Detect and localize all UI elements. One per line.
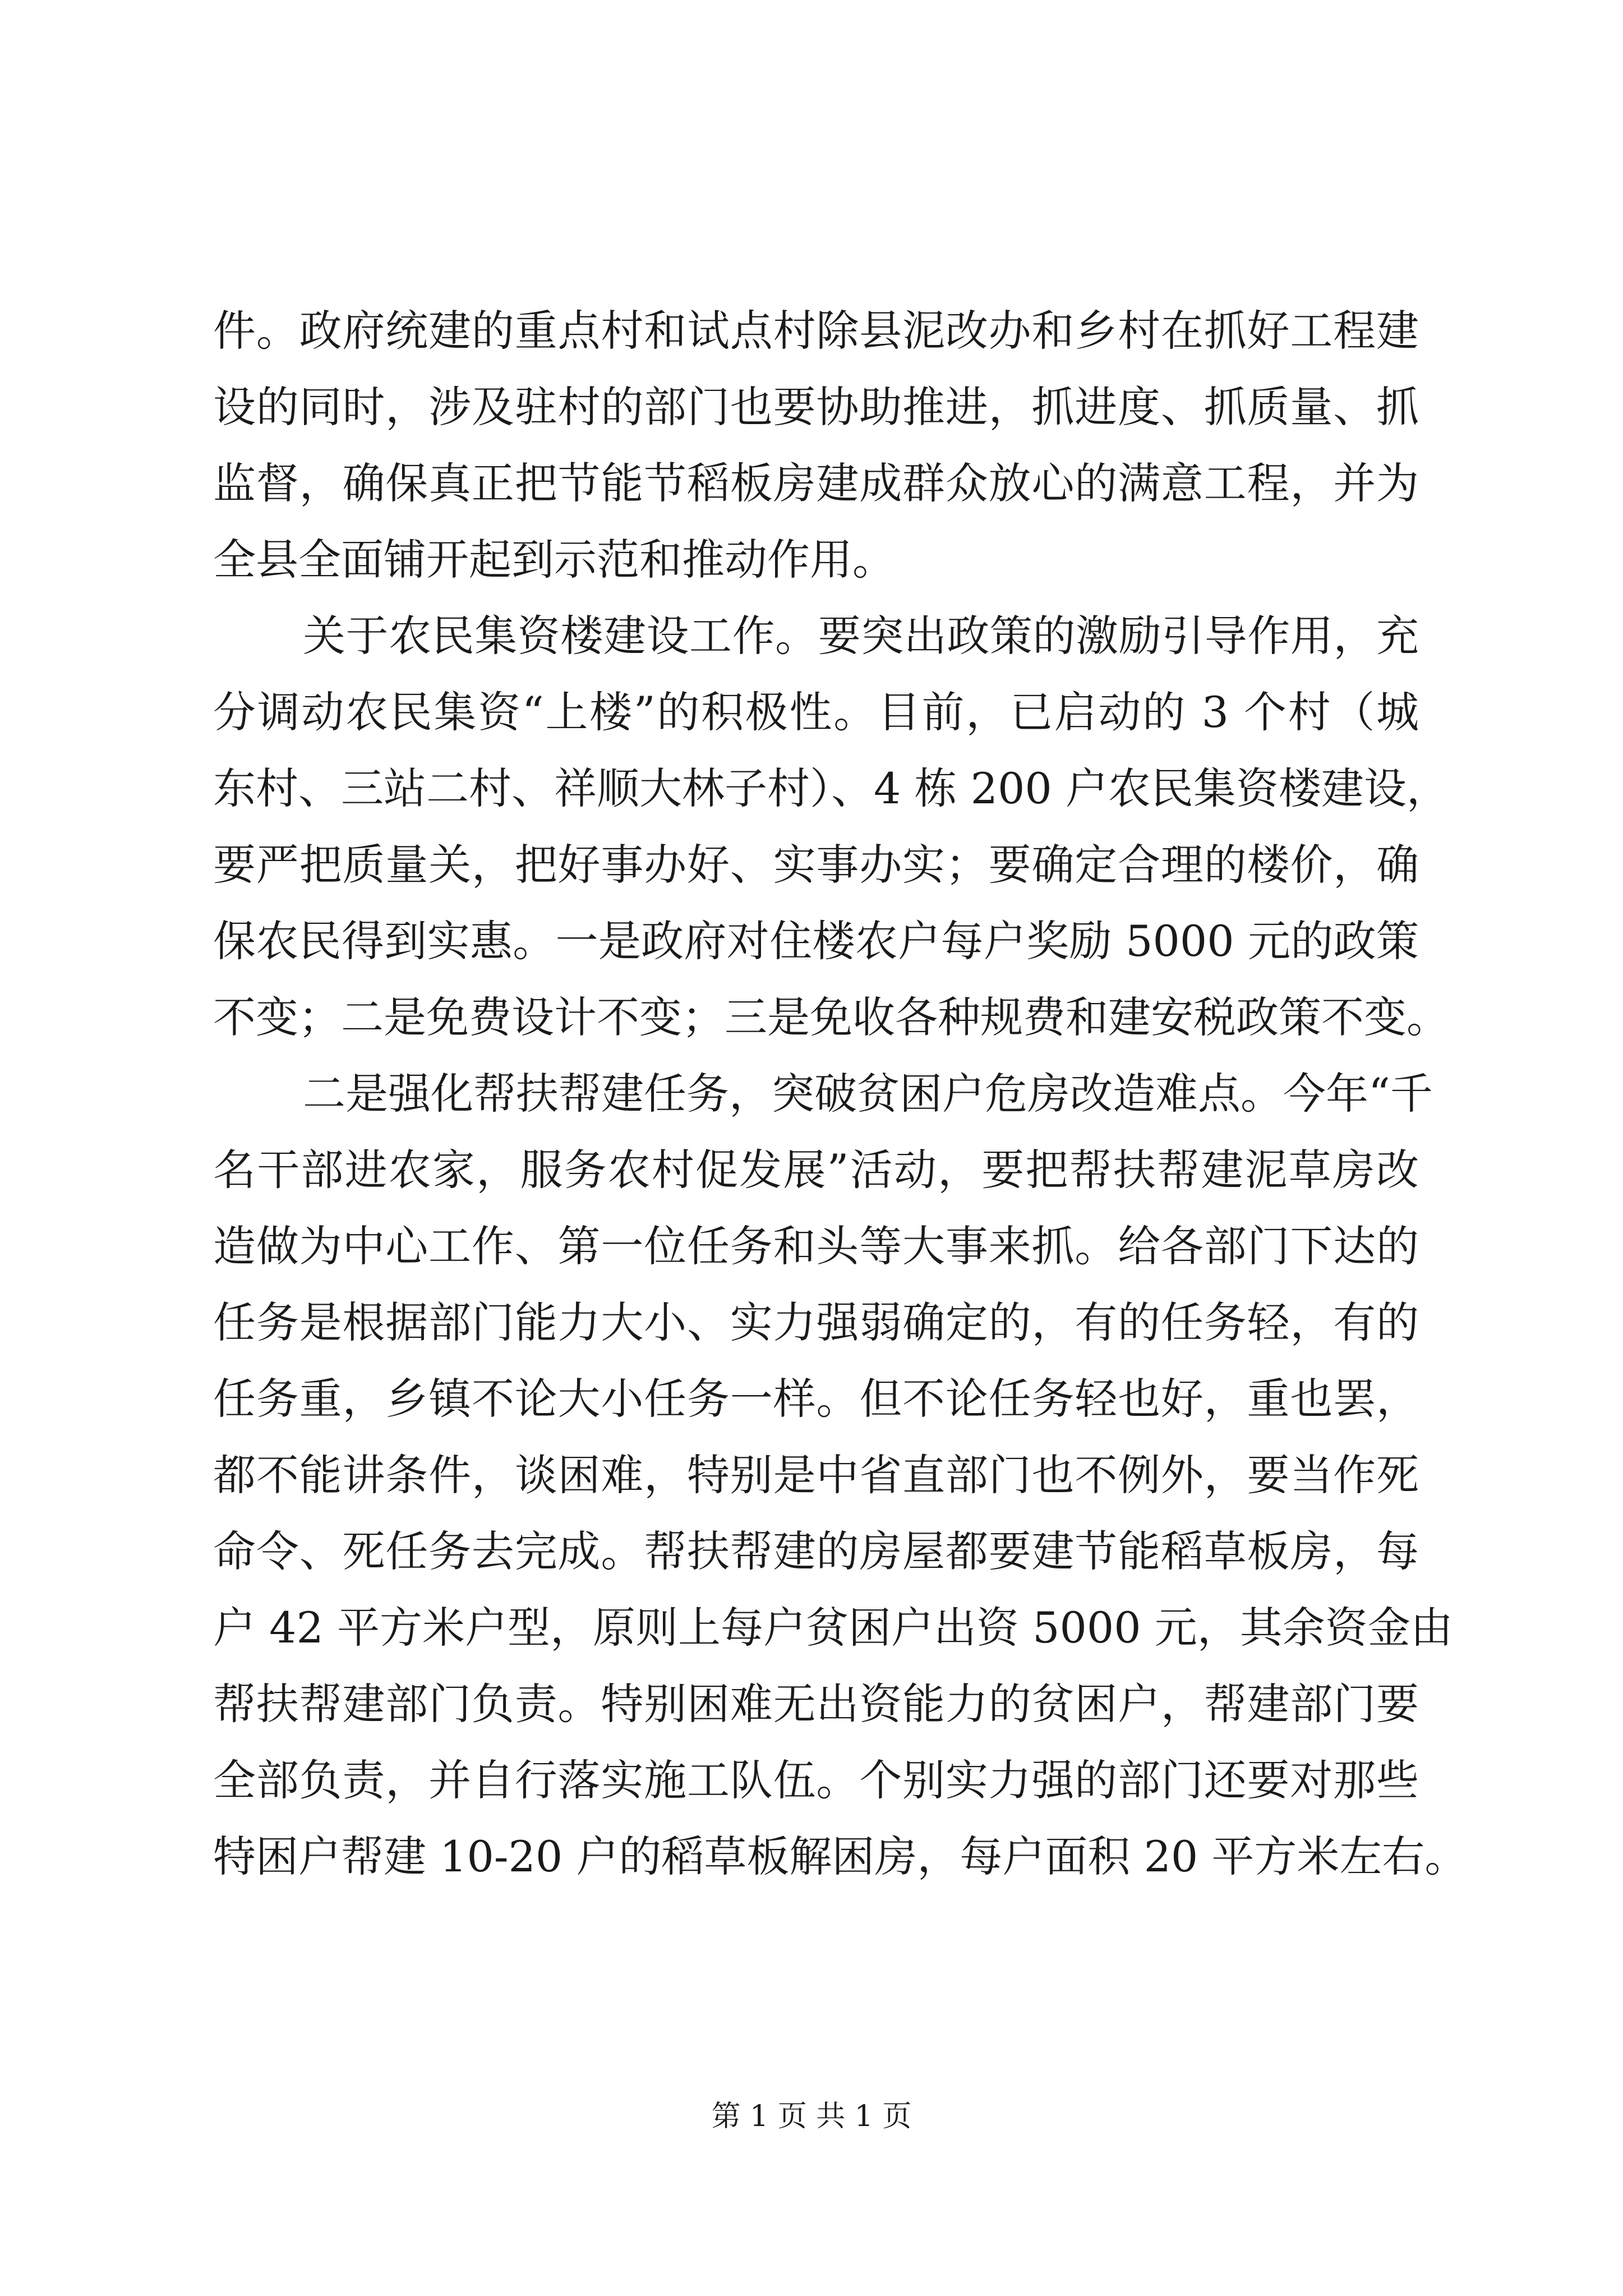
paragraph-3-line-1: 二是强化帮扶帮建任务，突破贫困户危房改造难点。今年“千 [303, 1069, 1433, 1119]
paragraph-3-line-9: 帮扶帮建部门负责。特别困难无出资能力的贫困户，帮建部门要 [213, 1679, 1419, 1729]
paragraph-3-line-6: 都不能讲条件，谈困难，特别是中省直部门也不例外，要当作死 [213, 1450, 1419, 1500]
paragraph-3-line-11: 特困户帮建 10-20 户的稻草板解困房，每户面积 20 平方米左右。 [213, 1832, 1468, 1881]
paragraph-1-line-2: 设的同时，涉及驻村的部门也要协助推进，抓进度、抓质量、抓 [213, 382, 1419, 432]
paragraph-3-line-2: 名干部进农家，服务农村促发展”活动，要把帮扶帮建泥草房改 [213, 1145, 1419, 1195]
paragraph-2-line-4: 要严把质量关，把好事办好、实事办实；要确定合理的楼价，确 [213, 840, 1419, 890]
paragraph-2-line-5: 保农民得到实惠。一是政府对住楼农户每户奖励 5000 元的政策 [213, 916, 1419, 966]
paragraph-2-line-2: 分调动农民集资“上楼”的积极性。目前，已启动的 3 个村（城 [213, 687, 1419, 737]
paragraph-3-line-10: 全部负责，并自行落实施工队伍。个别实力强的部门还要对那些 [213, 1755, 1419, 1805]
paragraph-3-line-5: 任务重，乡镇不论大小任务一样。但不论任务轻也好，重也罢， [213, 1374, 1419, 1424]
paragraph-3-line-4: 任务是根据部门能力大小、实力强弱确定的，有的任务轻，有的 [213, 1297, 1419, 1347]
paragraph-1-line-4: 全县全面铺开起到示范和推动作用。 [213, 535, 895, 585]
paragraph-3-line-8: 户 42 平方米户型，原则上每户贫困户出资 5000 元，其余资金由 [213, 1603, 1453, 1653]
paragraph-2-line-6: 不变；二是免费设计不变；三是免收各种规费和建安税政策不变。 [213, 992, 1449, 1042]
paragraph-3-line-3: 造做为中心工作、第一位任务和头等大事来抓。给各部门下达的 [213, 1221, 1419, 1271]
page-footer: 第 1 页 共 1 页 [711, 2100, 912, 2133]
paragraph-1-line-3: 监督，确保真正把节能节稻板房建成群众放心的满意工程，并为 [213, 458, 1419, 508]
paragraph-3-line-7: 命令、死任务去完成。帮扶帮建的房屋都要建节能稻草板房，每 [213, 1526, 1419, 1576]
paragraph-2-line-1: 关于农民集资楼建设工作。要突出政策的激励引导作用，充 [303, 611, 1419, 661]
paragraph-1-line-1: 件。政府统建的重点村和试点村除县泥改办和乡村在抓好工程建 [213, 306, 1419, 356]
paragraph-2-line-3: 东村、三站二村、祥顺大林子村）、4 栋 200 户农民集资楼建设， [213, 763, 1449, 813]
